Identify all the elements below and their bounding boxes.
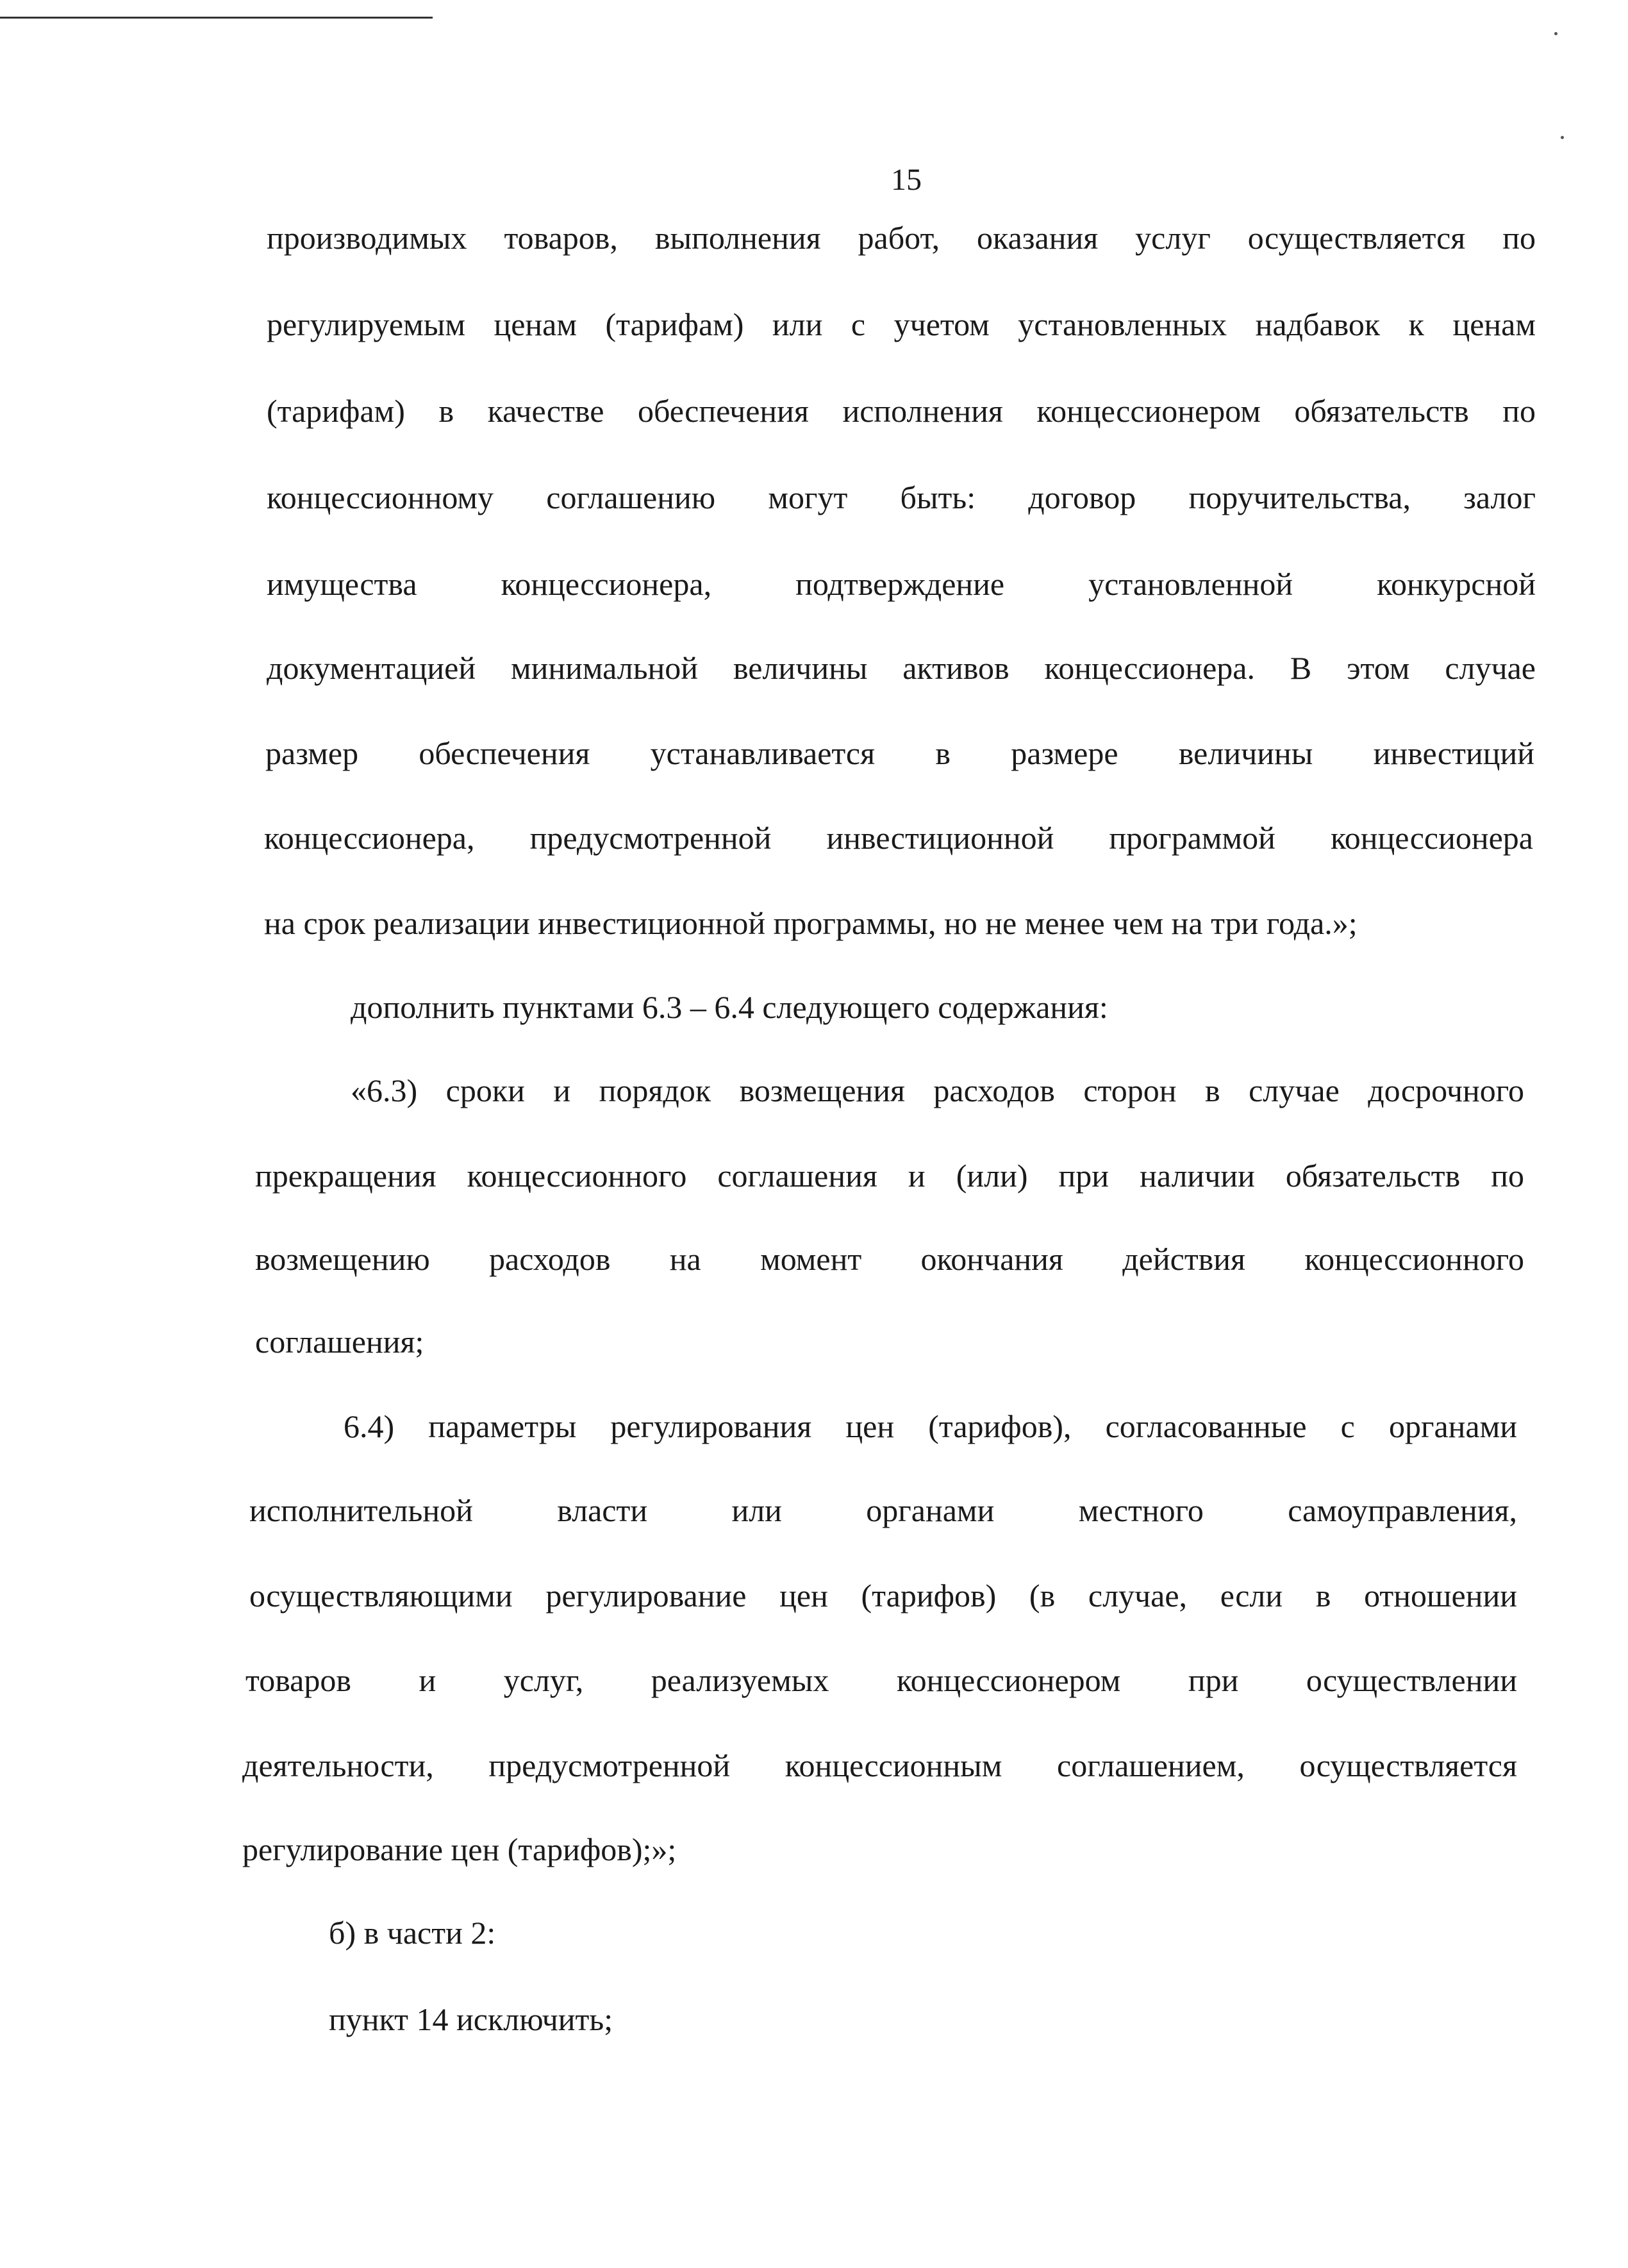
- text-line: 6.4) параметры регулирования цен (тарифов), согласованные с органами: [344, 1408, 1517, 1444]
- text-line: производимых товаров, выполнения работ, оказания услуг осуществляется по: [267, 220, 1536, 256]
- text-line: на срок реализации инвестиционной программы, но не менее чем на три года.»;: [264, 905, 1358, 941]
- text-line: б) в части 2:: [329, 1915, 496, 1951]
- page-number: 15: [891, 163, 922, 197]
- text-line: (тарифам) в качестве обеспечения исполнения концессионером обязательств по: [267, 393, 1536, 429]
- text-line: пункт 14 исключить;: [329, 2001, 613, 2037]
- text-line: регулирование цен (тарифов);»;: [242, 1831, 677, 1867]
- text-line: дополнить пунктами 6.3 – 6.4 следующего содержания:: [351, 989, 1108, 1025]
- text-line: регулируемым ценам (тарифам) или с учетом установленных надбавок к ценам: [267, 306, 1536, 342]
- scan-artifact-line: [0, 17, 433, 19]
- text-line: размер обеспечения устанавливается в размере величины инвестиций: [265, 735, 1534, 771]
- text-line: осуществляющими регулирование цен (тарифов) (в случае, если в отношении: [249, 1578, 1517, 1613]
- text-line: исполнительной власти или органами местного самоуправления,: [249, 1492, 1517, 1528]
- text-line: деятельности, предусмотренной концессионным соглашением, осуществляется: [242, 1747, 1517, 1783]
- text-line: документацией минимальной величины активов концессионера. В этом случае: [267, 650, 1536, 686]
- text-line: прекращения концессионного соглашения и (или) при наличии обязательств по: [255, 1158, 1524, 1194]
- text-line: концессионера, предусмотренной инвестиционной программой концессионера: [264, 820, 1533, 856]
- text-line: возмещению расходов на момент окончания действия концессионного: [255, 1241, 1524, 1277]
- scan-artifact-dot: [1554, 32, 1557, 35]
- text-line: соглашения;: [255, 1324, 424, 1360]
- scan-artifact-dot: [1561, 136, 1564, 139]
- text-line: имущества концессионера, подтверждение установленной конкурсной: [267, 566, 1536, 602]
- text-line: товаров и услуг, реализуемых концессионером при осуществлении: [245, 1662, 1517, 1698]
- text-line: концессионному соглашению могут быть: договор поручительства, залог: [267, 479, 1536, 515]
- text-line: «6.3) сроки и порядок возмещения расходов сторон в случае досрочного: [351, 1072, 1524, 1108]
